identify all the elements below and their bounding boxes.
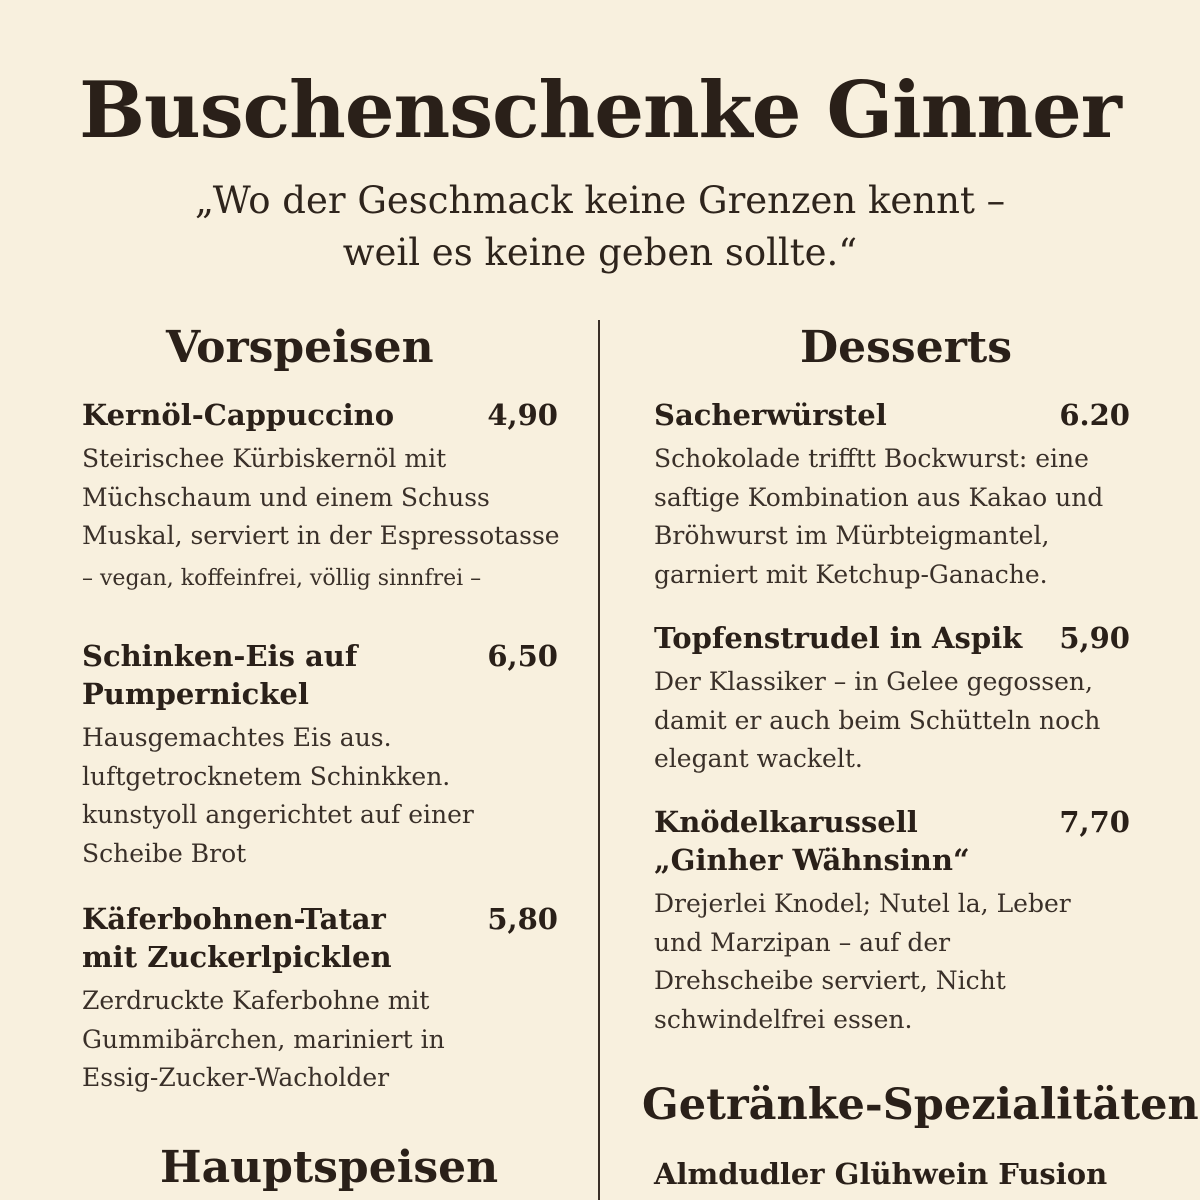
section-title-hauptspeisen: Hauptspeisen [160,1142,499,1193]
menu-item [654,619,1134,779]
menu-item-price: 4,90 [487,398,558,432]
menu-item [82,900,562,1098]
menu-item-price: 6.20 [1059,398,1130,432]
menu-item-name: Kernöl-Cappuccino [82,398,395,432]
menu-item-name: Topfenstrudel in Aspik [654,621,1023,655]
menu-item-head [654,396,1134,434]
tagline [0,175,1200,279]
menu-item-price: 7,70 [1059,805,1130,839]
menu-item-head [654,803,1134,879]
column-divider [598,320,600,1200]
menu-item-description: Drejerlei Knodel; Nutel la, Leber und Marzipan – auf der Drehscheibe serviert, Nicht schwindelfrei essen. [654,889,1071,1034]
menu-item-price: 5,80 [487,902,558,936]
menu-item [654,1155,1134,1193]
menu-item-description: Der Klassiker – in Gelee gegossen, damit er auch beim Schütteln noch elegant wackelt. [654,667,1101,773]
menu-item-head [82,900,562,976]
menu-item-description: Steirischee Kürbiskernöl mit Müchschaum und einem Schuss Muskal, serviert in der Espressotasse [82,444,560,550]
menu-item-name: Schinken-Eis auf Pumpernickel [82,639,358,711]
menu-item-note: – vegan, koffeinfrei, völlig sinnfrei – [82,565,482,591]
menu-item-description: Hausgemachtes Eis aus. luftgetrocknetem Schinkken. kunstyoll angerichtet auf einer Scheibe Brot [82,723,474,868]
menu-item-name: Sacherwürstel [654,398,887,432]
menu-item-head [654,1155,1134,1193]
menu-item-description: Schokolade trifftt Bockwurst: eine saftige Kombination aus Kakao und Bröhwurst im Mürbteigmantel, garniert mit Ketchup-Ganache. [654,444,1104,589]
tagline-line-1: „Wo der Geschmack keine Grenzen kennt – [194,179,1006,222]
menu-item-head [82,637,562,713]
menu-item-price: 6,50 [487,639,558,673]
section-title-vorspeisen: Vorspeisen [166,322,434,373]
menu-item-name: Almdudler Glühwein Fusion [654,1157,1108,1191]
menu-item [654,803,1134,1039]
menu-item-head [654,619,1134,657]
restaurant-title: Buschenschenke Ginner [79,65,1121,156]
menu-item-name-line-2: „Ginher Wähnsinn“ [654,843,970,877]
menu-item [654,396,1134,594]
menu-item-name-line-1: Knödelkarussell [654,805,918,839]
section-title-desserts: Desserts [800,322,1012,373]
menu-item [82,396,562,594]
tagline-line-2: weil es keine geben sollte.“ [342,231,858,274]
section-title-getraenke: Getränke-Spezialitäten [642,1080,1199,1130]
menu-item-name: Käferbohnen-Tatar mit Zuckerlpicklen [82,902,392,974]
menu-item-description: Zerdruckte Kaferbohne mit Gummibärchen, mariniert in Essig-Zucker-Wacholder [82,986,445,1092]
menu-item [82,637,562,873]
menu-item-name [654,803,1014,879]
menu-item-price: 5,90 [1059,621,1130,655]
menu-item-head [82,396,562,434]
